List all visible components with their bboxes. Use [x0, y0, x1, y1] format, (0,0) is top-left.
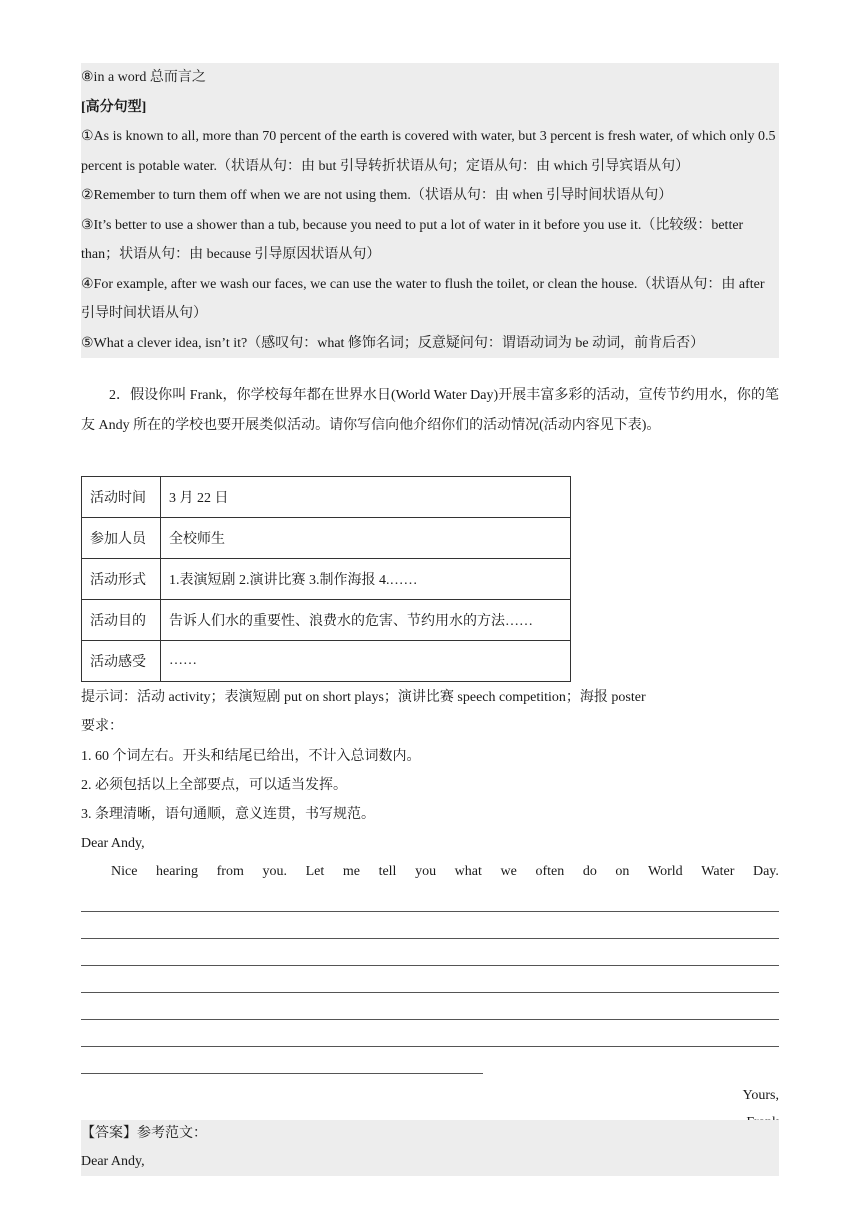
table-row: [82, 559, 571, 600]
writing-line[interactable]: [81, 912, 779, 939]
answer-label: 【答案】参考范文：: [81, 1126, 207, 1141]
requirement-1: 1. 60 个词左右。开头和结尾已给出，不计入总词数内。: [81, 748, 421, 764]
opening-word: Day.: [752, 863, 779, 879]
writing-line[interactable]: [81, 939, 779, 966]
table-value: 3 月 22 日: [161, 477, 571, 518]
opening-word: from: [216, 863, 244, 879]
activity-table: [81, 476, 571, 682]
sentence-3: ③It’s better to use a shower than a tub, because you need to put a lot of water in it before you use it.（比较级：better than；状语从句：由 because 引导原因状语从句）: [81, 217, 744, 262]
sentence-1: ①As is known to all, more than 70 percent of the earth is covered with water, but 3 percent is fresh water, of which only 0.5 percent is potable water.（状语从句：由 but 引导转折状语从句；定语从句：由 which 引导宾语从句）: [81, 129, 776, 174]
opening-word: Let: [305, 863, 325, 879]
opening-word: you.: [262, 863, 287, 879]
answer-section: [81, 1120, 779, 1176]
table-value: 告诉人们水的重要性、浪费水的危害、节约用水的方法……: [161, 600, 571, 641]
sentence-5: ⑤What a clever idea, isn’t it?（感叹句：what 修饰名词；反意疑问句：谓语动词为 be 动词，前肯后否）: [81, 335, 705, 351]
opening-word: me: [342, 863, 360, 879]
opening-word: what: [454, 863, 482, 879]
writing-line[interactable]: [81, 993, 779, 1020]
table-row: [82, 641, 571, 682]
table-key: 参加人员: [82, 518, 161, 559]
writing-line[interactable]: [81, 885, 779, 912]
letter-closing: Yours,: [742, 1087, 779, 1103]
opening-word: tell: [378, 863, 397, 879]
opening-word: on: [615, 863, 630, 879]
requirements-title: 要求：: [81, 719, 123, 735]
opening-word: do: [582, 863, 597, 879]
opening-word: hearing: [156, 863, 199, 879]
task-requirements: [81, 683, 779, 1136]
letter-opening: [81, 859, 779, 885]
opening-word: Nice: [111, 863, 138, 879]
opening-word: Water: [701, 863, 735, 879]
table-key: 活动目的: [82, 600, 161, 641]
opening-word: we: [500, 863, 517, 879]
table-row: [82, 600, 571, 641]
opening-word: you: [415, 863, 437, 879]
opening-word: World: [648, 863, 683, 879]
hint-words: 提示词：活动 activity；表演短剧 put on short plays；演讲比赛 speech competition；海报 poster: [81, 690, 646, 705]
requirement-2: 2. 必须包括以上全部要点，可以适当发挥。: [81, 777, 347, 793]
writing-line[interactable]: [81, 1047, 483, 1074]
table-value: 1.表演短剧 2.演讲比赛 3.制作海报 4.……: [161, 559, 571, 600]
writing-line[interactable]: [81, 1020, 779, 1047]
table-row: [82, 477, 571, 518]
table-row: [82, 518, 571, 559]
letter-greeting: Dear Andy,: [81, 836, 145, 852]
table-key: 活动形式: [82, 559, 161, 600]
task-prompt: 2．假设你叫 Frank，你学校每年都在世界水日(World Water Day)开展丰富多彩的活动，宣传节约用水，你的笔友 Andy 所在的学校也要开展类似活动。请你写信向他介绍你们的活动情况(活动内容见下表)。: [81, 388, 779, 433]
table-key: 活动时间: [82, 477, 161, 518]
section-heading: [高分句型]: [81, 99, 147, 115]
opening-word: often: [535, 863, 565, 879]
writing-line[interactable]: [81, 966, 779, 993]
table-key: 活动感受: [82, 641, 161, 682]
key-sentences-section: [81, 63, 779, 358]
sentence-4: ④For example, after we wash our faces, we can use the water to flush the toilet, or clean the house.（状语从句：由 after 引导时间状语从句）: [81, 276, 765, 321]
sentence-2: ②Remember to turn them off when we are not using them.（状语从句：由 when 引导时间状语从句）: [81, 188, 673, 203]
table-value: ……: [161, 641, 571, 682]
table-value: 全校师生: [161, 518, 571, 559]
answer-greeting: Dear Andy,: [81, 1154, 145, 1169]
phrase-item-8: ⑧in a word 总而言之: [81, 70, 206, 85]
requirement-3: 3. 条理清晰，语句通顺，意义连贯，书写规范。: [81, 807, 375, 823]
